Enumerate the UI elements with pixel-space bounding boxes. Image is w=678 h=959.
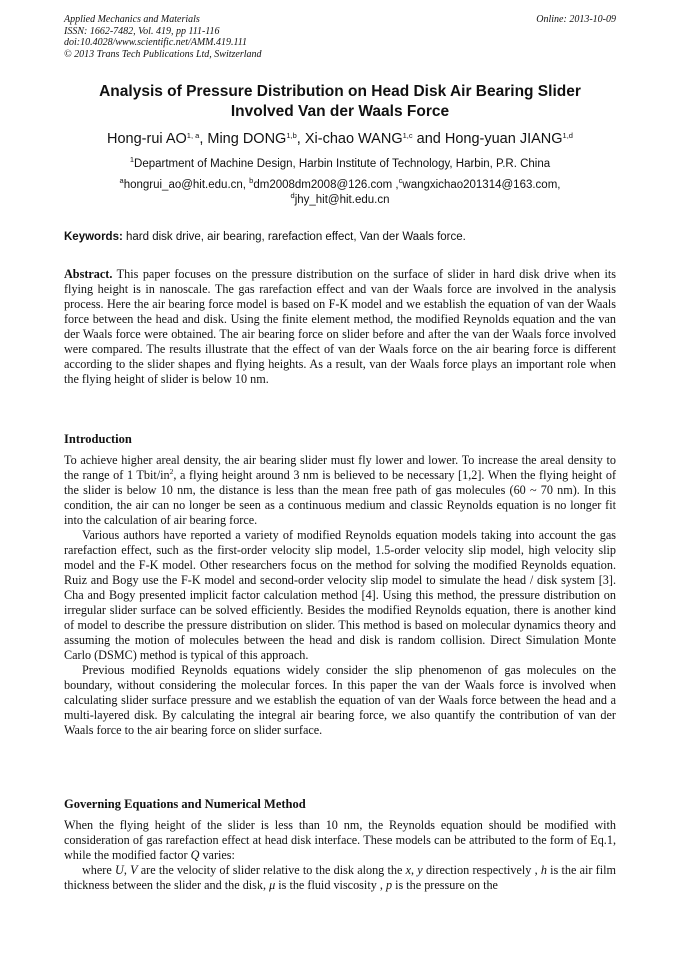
paragraph-text: , <box>411 863 418 877</box>
abstract-label: Abstract. <box>64 267 113 281</box>
author-separator: , <box>296 131 305 147</box>
paper-title-line-1: Analysis of Pressure Distribution on Head Disk Air Bearing Slider <box>99 83 581 100</box>
paragraph-text: is the air film thickness between the slider and the disk, <box>64 863 616 892</box>
author-conjunction: and <box>412 131 445 147</box>
math-symbol: V <box>130 863 138 877</box>
email-mark: d <box>290 190 295 200</box>
math-symbol: p <box>385 878 393 892</box>
paragraph-text: where <box>82 863 115 877</box>
author-name: Hong-rui AO <box>107 131 187 147</box>
affiliation <box>64 157 616 171</box>
paragraph-text: is the pressure on the <box>392 878 498 892</box>
author-affiliation-mark: 1, a <box>186 131 200 140</box>
paragraph-text: varies: <box>199 848 235 862</box>
paragraph-text: , <box>123 863 131 877</box>
author-affiliation-mark: 1,c <box>402 131 413 140</box>
paragraph-text: is the fluid viscosity , <box>275 878 386 892</box>
body-paragraph <box>64 453 616 528</box>
abstract-paragraph <box>64 267 616 387</box>
email-address: hongrui_ao@hit.edu.cn, <box>123 179 250 191</box>
math-symbol: μ <box>269 878 276 892</box>
math-symbol: y <box>417 863 423 877</box>
governing-equations-heading: Governing Equations and Numerical Method <box>64 797 306 811</box>
paragraph-text: To achieve higher areal density, the air bearing slider must fly lower and lower. To increase the areal density to the range of 1 Tbit/in <box>64 453 616 482</box>
abstract-text: This paper focuses on the pressure distribution on the surface of slider in hard disk drive when its flying height is in nanoscale. The gas rarefaction effect and van der Waals force are involved in the analysis process. Here the air bearing force model is based on F-K model and we establish the equation of van der Waals force between the head and disk. Using the finite element method, the modified Reynolds equation and the van der Waals force were obtained. The air bearing force on slider before and after the van der Waals force involved were compared. The results illustrate that the effect of van der Waals force on the air bearing force is different according to the slider shapes and flying heights. As a result, van der Waals force plays an important role when the flying height of slider is below 10 nm. <box>64 267 616 386</box>
email-address: dm2008dm2008@126.com , <box>253 179 399 191</box>
affiliation-mark: 1 <box>129 155 135 164</box>
paragraph-text: , a flying height around 3 nm is believed to be necessary [1,2]. When the flying height of the slider is below 10 nm, the distance is less than the mean free path of gas molecules (60 ~ 70 nm). In this condition, the air can no longer be seen as a continuous medium and classic Reynolds equation is no longer fit into the calculation of air bearing force. <box>64 468 617 527</box>
author-separator: , <box>199 131 208 147</box>
email-mark: c <box>398 176 403 185</box>
author-name: Ming DONG <box>207 131 287 147</box>
paper-title <box>64 82 616 121</box>
body-paragraph: Previous modified Reynolds equations widely consider the slip phenomenon of gas molecules on the boundary, without considering the molecular forces. In this paper the van der Waals force is involved when calculating slider surface pressure and we establish the equation of van der Waals force between the head and a multi-layered disk. By calculating the integral air bearing force, we also quantify the contribution of van der Waals force to the air bearing force on slider surface. <box>64 663 616 737</box>
author-affiliation-mark: 1,d <box>562 131 573 140</box>
abstract <box>64 267 616 387</box>
introduction-body <box>64 453 616 738</box>
body-paragraph <box>64 863 616 893</box>
email-address: wangxichao201314@163.com, <box>402 179 561 191</box>
email-mark: b <box>249 176 254 185</box>
author-list <box>64 130 616 148</box>
author-emails <box>64 178 616 207</box>
online-date: Online: 2013-10-09 <box>536 14 616 25</box>
math-symbol: h <box>540 863 547 877</box>
unit-exponent: 2 <box>169 467 174 476</box>
keywords <box>64 230 616 244</box>
journal-copyright: © 2013 Trans Tech Publications Ltd, Switzerland <box>64 48 262 60</box>
paper-title-line-2: Involved Van der Waals Force <box>230 102 450 120</box>
affiliation-text: Department of Machine Design, Harbin Institute of Technology, Harbin, P.R. China <box>134 158 551 170</box>
author-name: Hong-yuan JIANG <box>444 131 563 147</box>
keywords-label: Keywords: <box>64 231 123 243</box>
journal-issn: ISSN: 1662-7482, Vol. 419, pp 111-116 <box>64 25 220 37</box>
governing-equations-body <box>64 818 616 893</box>
paragraph-text: direction respectively , <box>422 863 541 877</box>
math-symbol: U <box>115 863 124 877</box>
math-symbol: Q <box>190 848 200 862</box>
body-paragraph: Various authors have reported a variety of modified Reynolds equation models taking into account the gas rarefaction effect, such as the first-order velocity slip model, 1.5-order velocity slip model, high velocity slip model and the F-K model. Other researchers focus on the method for solving the modified Reynolds equation. Ruiz and Bogy use the F-K model and second-order velocity slip model to simulate the head / disk system [3]. Cha and Bogy presented implicit factor calculation method [4]. Using this method, the pressure distribution on irregular slider surface can be solved efficiently. Besides the modified Reynolds equation, there is another kind of model to describe the pressure distribution on slider. This method is based on molecular dynamics theory and assuming the motion of molecules between the head and disk is random collision. Direct Simulation Monte Carlo (DSMC) method is typical of this approach. <box>64 528 616 662</box>
journal-name: Applied Mechanics and Materials <box>64 14 200 25</box>
math-symbol: x <box>405 863 412 877</box>
email-address: jhy_hit@hit.edu.cn <box>294 193 390 206</box>
paragraph-text: When the flying height of the slider is less than 10 nm, the Reynolds equation should be modified with consideration of gas rarefaction effect at head disk interface. These models can be attributed to the form of Eq.1, while the modified factor <box>64 818 616 862</box>
journal-header <box>64 14 616 60</box>
introduction-heading: Introduction <box>64 432 132 446</box>
keywords-text: hard disk drive, air bearing, rarefaction effect, Van der Waals force. <box>122 231 466 243</box>
author-name: Xi-chao WANG <box>304 131 403 147</box>
body-paragraph <box>64 818 616 863</box>
journal-doi: doi:10.4028/www.scientific.net/AMM.419.111 <box>64 37 248 48</box>
email-mark: a <box>119 176 124 185</box>
author-affiliation-mark: 1,b <box>286 131 297 140</box>
paragraph-text: are the velocity of slider relative to the disk along the <box>137 863 406 877</box>
